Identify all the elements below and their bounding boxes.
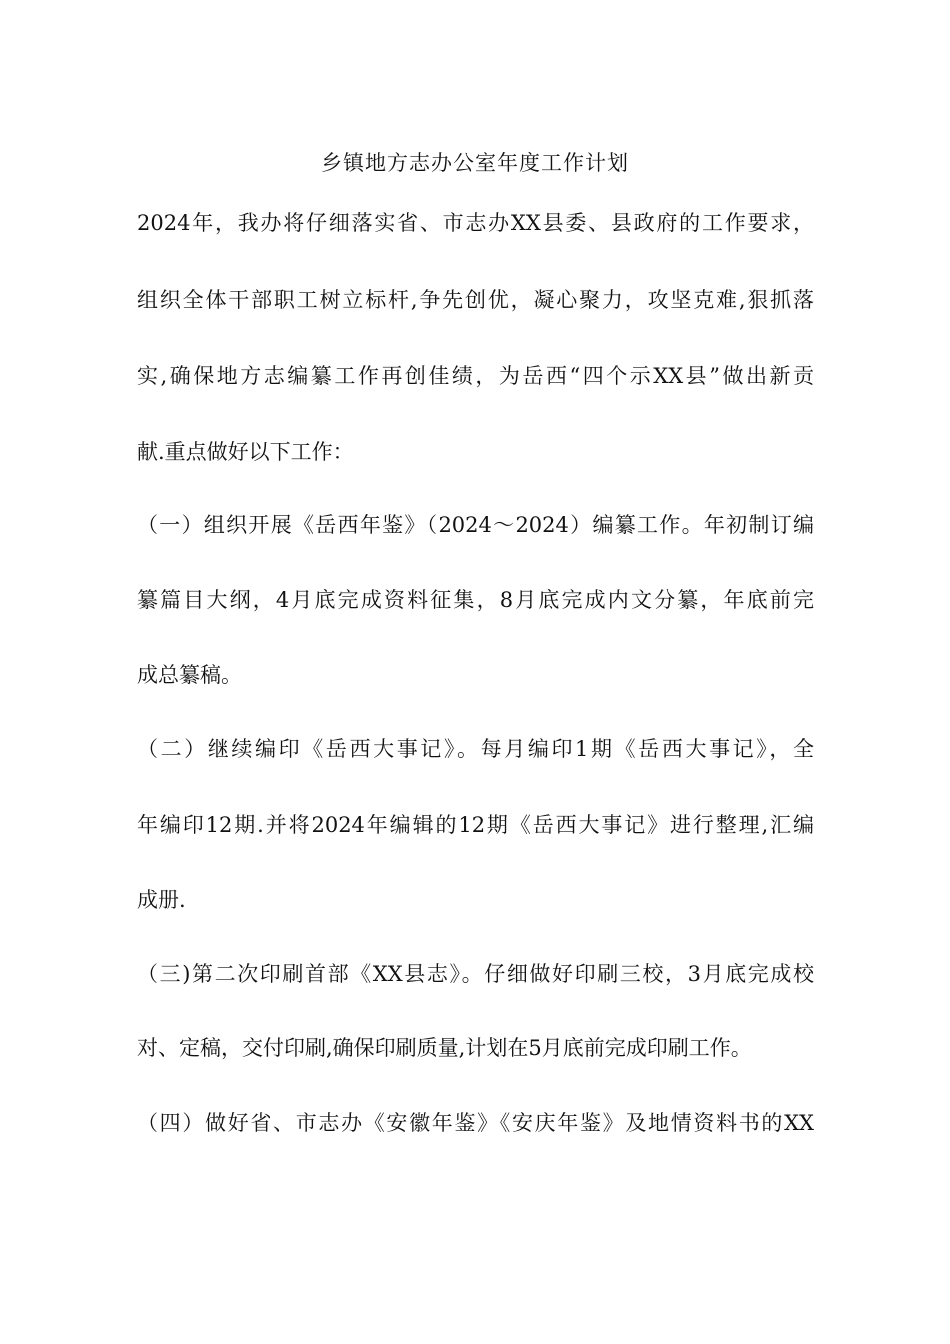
body-line: 成总纂稿。 [137, 663, 242, 687]
body-line: （二）继续编印《岳西大事记》。每月编印1期《岳西大事记》，全 [137, 737, 814, 761]
body-line: 实,确保地方志编纂工作再创佳绩，为岳西“四个示XX县”做出新贡 [137, 364, 814, 388]
body-line: （一）组织开展《岳西年鉴》（2024～2024）编纂工作。年初制订编 [137, 513, 814, 537]
body-line: 献.重点做好以下工作： [137, 440, 354, 464]
body-line: （四）做好省、市志办《安徽年鉴》《安庆年鉴》及地情资料书的XX [137, 1111, 814, 1135]
body-line: 纂篇目大纲，4月底完成资料征集，8月底完成内文分纂，年底前完 [137, 588, 814, 612]
body-line: 年编印12期.并将2024年编辑的12期《岳西大事记》进行整理,汇编 [137, 813, 814, 837]
document-title: 乡镇地方志办公室年度工作计划 [321, 151, 629, 175]
body-line: 成册. [137, 888, 186, 912]
body-line: 组织全体干部职工树立标杆,争先创优，凝心聚力，攻坚克难,狠抓落 [137, 288, 814, 312]
body-line: （三)第二次印刷首部《XX县志》。仔细做好印刷三校，3月底完成校 [137, 962, 814, 986]
body-line: 对、定稿，交付印刷,确保印刷质量,计划在5月底前完成印刷工作。 [137, 1036, 752, 1060]
body-line: 2024年，我办将仔细落实省、市志办XX县委、县政府的工作要求， [137, 211, 814, 235]
